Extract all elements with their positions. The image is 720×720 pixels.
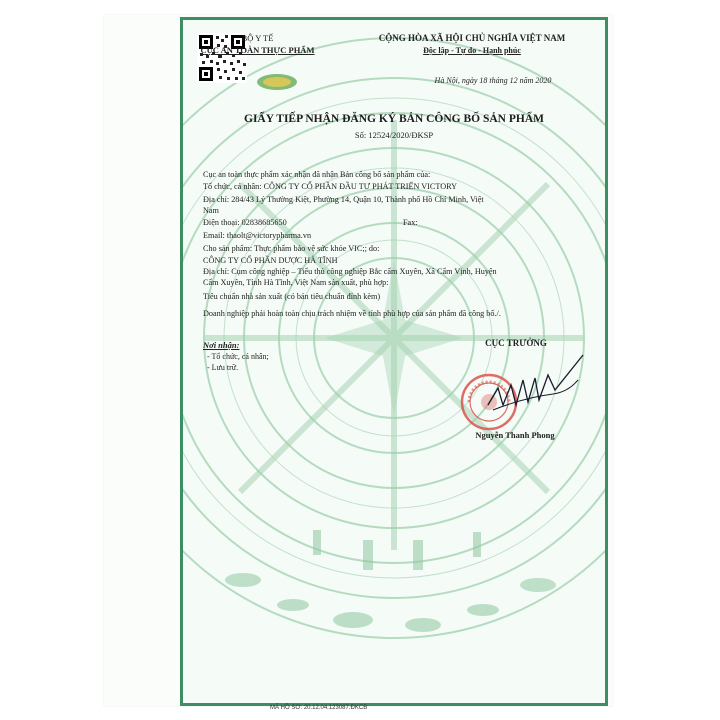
document-page xyxy=(104,15,613,706)
republic-heading: CỘNG HÒA XÃ HỘI CHỦ NGHĨA VIỆT NAM xyxy=(378,33,566,43)
company-address-cont: Nam xyxy=(203,206,219,215)
manufacturer-name: CÔNG TY CỔ PHẦN DƯỢC HÀ TĨNH xyxy=(203,256,338,265)
department-name-text: CỤC AN TOÀN THỰC PHẨM xyxy=(200,45,315,55)
manufacturer-address-line: Địa chỉ: Cụm công nghiệp – Tiểu thủ công nghiệp Bắc cẩm Xuyên, Xã Cẩm Vịnh, Huyện xyxy=(203,267,497,276)
dossier-code: MÃ HỒ SƠ: 20.12.04.123087.ĐKCB xyxy=(270,705,368,711)
document-frame xyxy=(180,17,608,706)
email-line: Email: thaolt@victorypharma.vn xyxy=(203,231,312,240)
responsibility-line: Doanh nghiệp phải hoàn toàn chịu trách nhiệm về tính phù hợp của sản phẩm đã công bố./. xyxy=(203,309,501,318)
signer-name: Nguyễn Thanh Phong xyxy=(475,430,555,440)
standard-line: Tiêu chuẩn nhà sản xuất (có bản tiêu chuẩn đính kèm) xyxy=(203,292,381,301)
recipient-item: - Tổ chức, cá nhân; xyxy=(207,352,269,361)
phone-line: Điện thoại: 02838685650 xyxy=(203,218,287,227)
handwritten-signature xyxy=(483,350,593,425)
national-motto: Độc lập - Tự do - Hạnh phúc xyxy=(423,46,521,55)
signer-title: CỤC TRƯỞNG xyxy=(485,338,547,348)
recipients-title: Nơi nhận: xyxy=(203,340,240,350)
product-line: Cho sản phẩm: Thực phẩm bảo vệ sức khỏe VIC;; do: xyxy=(203,244,380,253)
document-number: Số: 12524/2020/ĐKSP xyxy=(354,130,434,140)
manufacturer-address-cont: Cẩm Xuyên, Tỉnh Hà Tĩnh, Việt Nam sản xuất, phù hợp: xyxy=(203,278,389,287)
recipient-item: - Lưu trữ. xyxy=(207,363,239,372)
ministry-name: BỘ Y TẾ xyxy=(241,33,274,43)
document-title: GIẤY TIẾP NHẬN ĐĂNG KÝ BẢN CÔNG BỐ SẢN PHẨM xyxy=(244,113,544,125)
issue-date: Hà Nội, ngày 18 tháng 12 năm 2020 xyxy=(434,76,552,85)
food-safety-logo xyxy=(255,72,299,92)
fax-line: Fax: xyxy=(403,218,418,227)
organization-line: Tổ chức, cá nhân: CÔNG TY CỔ PHẦN ĐẦU TƯ PHÁT TRIỂN VICTORY xyxy=(203,182,458,191)
company-address-line: Địa chỉ: 284/43 Lý Thường Kiệt, Phường 14, Quận 10, Thành phố Hồ Chí Minh, Việt xyxy=(203,195,484,204)
department-name xyxy=(195,45,320,55)
confirmation-line: Cục an toàn thực phẩm xác nhận đã nhận Bản công bố sản phẩm của: xyxy=(203,170,431,179)
